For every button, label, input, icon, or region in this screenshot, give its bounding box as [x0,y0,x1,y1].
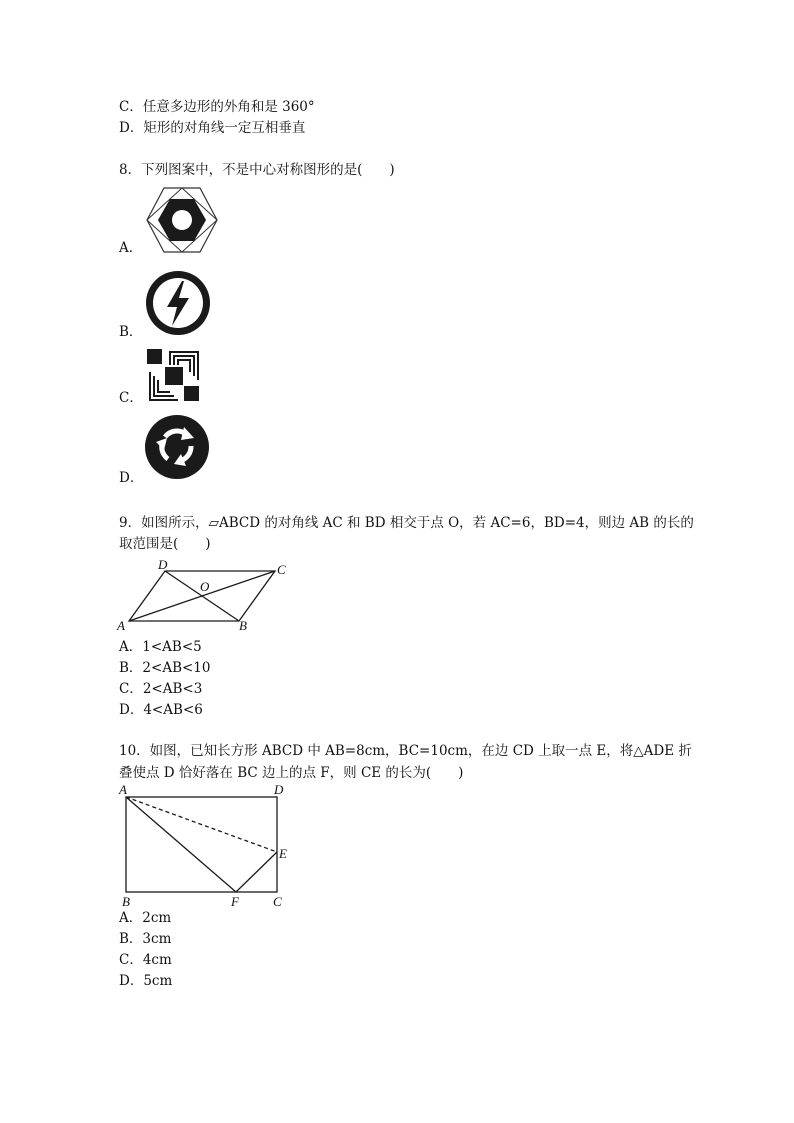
rectangle-fold-figure [115,782,295,908]
q10-stem-line2: 叠使点 D 恰好落在 BC 边上的点 F，则 CE 的长为( ) [119,765,464,781]
label-c: C [273,894,282,908]
label-d: D [158,557,168,572]
label-b: B [239,618,247,633]
label-a: A [119,782,127,797]
q9-stem-line2: 取范围是( ) [119,536,211,552]
q8-stem: 8．下列图案中，不是中心对称图形的是( ) [119,162,395,178]
prev-option-d: D．矩形的对角线一定互相垂直 [119,120,306,136]
q9-option-a: A．1<AB<5 [119,639,202,655]
label-d: D [274,782,284,797]
q9-option-c: C．2<AB<3 [119,681,203,697]
label-a: A [117,618,125,633]
label-f: F [231,894,239,908]
q10-stem-line1: 10．如图，已知长方形 ABCD 中 AB=8cm，BC=10cm，在边 CD 上取一点 E，将△ADE 折 [119,743,692,759]
q10-option-a: A．2cm [119,910,172,926]
parallelogram-figure [115,556,295,636]
q9-option-d: D．4<AB<6 [119,702,203,718]
q8-option-c-label: C． [119,390,143,406]
prev-option-c: C．任意多边形的外角和是 360° [119,99,315,115]
q8-option-b-label: B． [119,324,143,340]
stacked-squares-icon [146,348,202,404]
q8-option-d-label: D． [119,470,144,486]
recycle-arrows-circle-icon [144,414,210,480]
label-c: C [277,562,286,577]
q10-option-d: D．5cm [119,973,173,989]
q9-option-b: B．2<AB<10 [119,660,211,676]
label-e: E [279,846,287,861]
q10-option-c: C．4cm [119,952,172,968]
q8-option-a-label: A． [119,240,143,256]
label-o: O [200,579,210,594]
lightning-bolt-circle-icon [144,269,212,337]
label-b: B [122,894,130,908]
q10-option-b: B．3cm [119,931,172,947]
q9-stem-line1: 9．如图所示，▱ABCD 的对角线 AC 和 BD 相交于点 O，若 AC=6，BD=4，则边 AB 的长的 [119,515,694,531]
hexagon-nut-icon [145,186,219,254]
